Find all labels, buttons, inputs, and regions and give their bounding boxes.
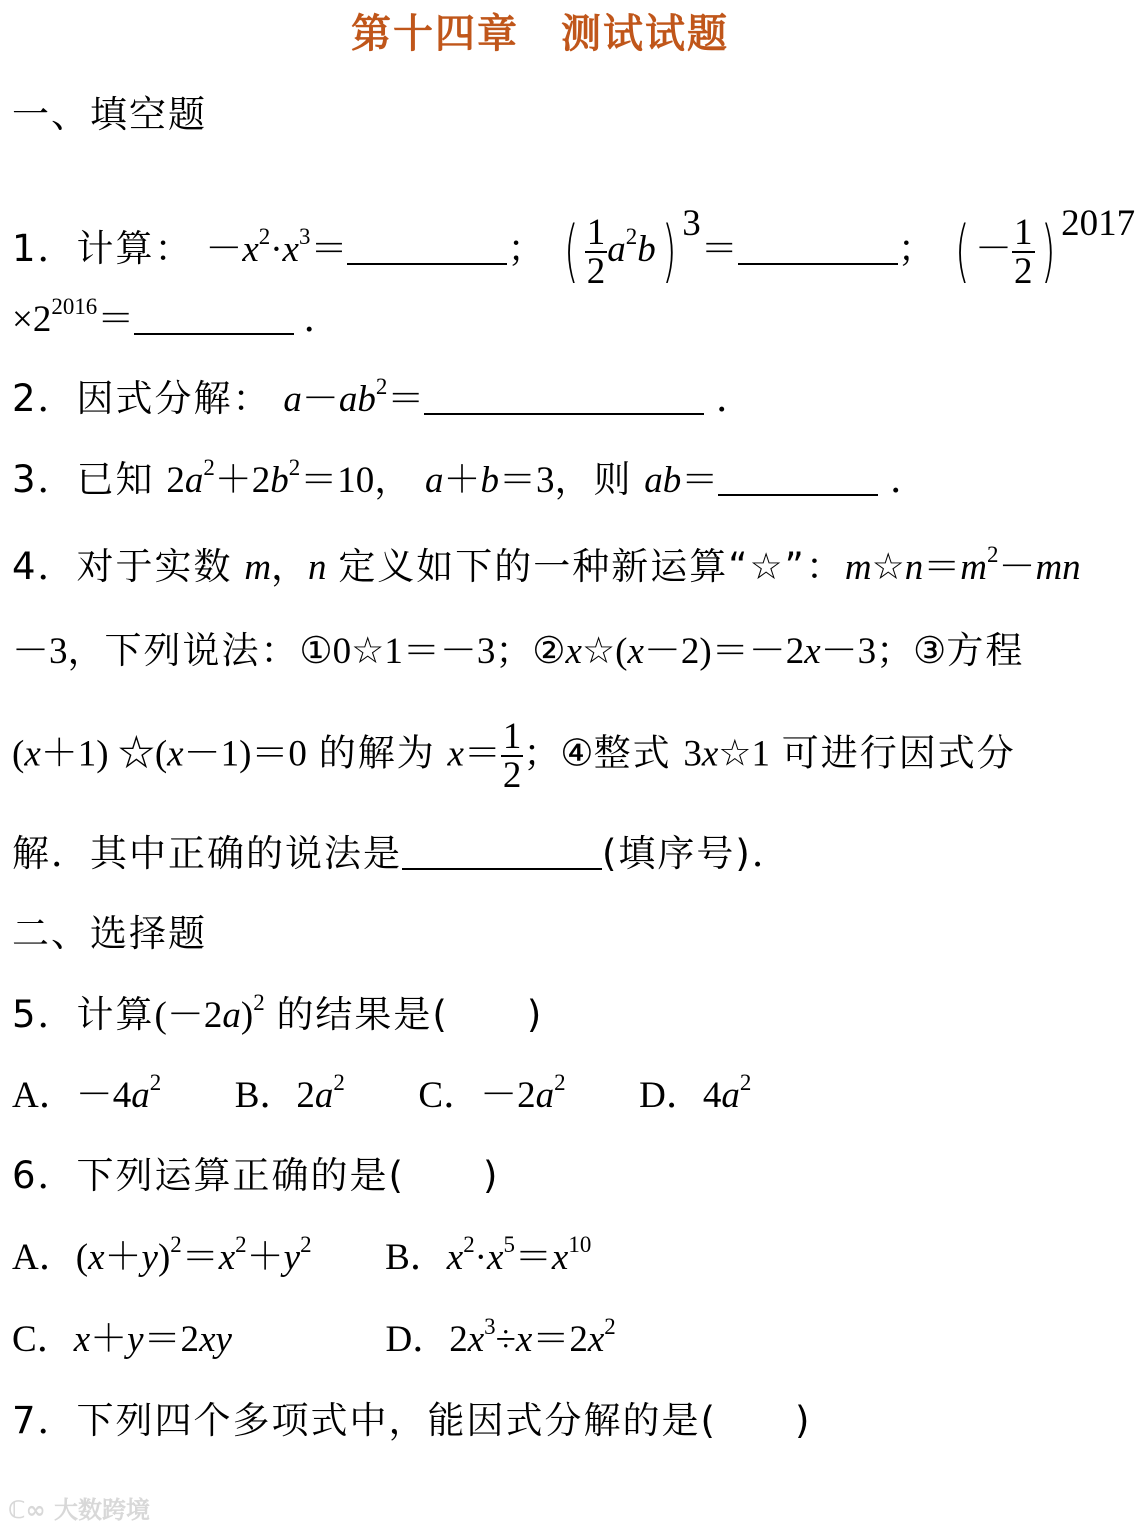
q5-option-a[interactable]: A．$-4a^2$	[12, 1069, 162, 1116]
q6-option-b[interactable]: B．$x^2\cdot x^5=x^{10}$	[385, 1231, 592, 1278]
q1-number: 1．	[12, 227, 77, 270]
q6-option-c[interactable]: C．x＋y＝2xy	[12, 1319, 232, 1360]
question-4-line-2: －3，下列说法：①0☆1＝－3；②x☆(x－2)＝－2x－3；③方程	[12, 629, 1025, 672]
question-5-options	[12, 1069, 752, 1116]
question-6-options-ab	[12, 1231, 592, 1278]
q2-expr: $a-ab^2=$	[283, 373, 425, 420]
question-5: 5．计算$(-2a)^2$ 的结果是( )	[12, 989, 544, 1036]
question-1: 1．计算： $-x^2\cdot x^3=$ ； ( $\frac{1}{2}$ $a^2b$) 3＝ ； ( － $\frac{1}{2}$ ) 2017	[12, 203, 1135, 292]
question-6: 6．下列运算正确的是( )	[12, 1154, 500, 1197]
q1-blank-2[interactable]	[738, 233, 898, 265]
q5-option-d[interactable]: D．$4a^2$	[639, 1069, 752, 1116]
q1-expr-1: $-x^2\cdot x^3=$	[205, 223, 348, 270]
section-fill-blank: 一、填空题	[12, 93, 207, 136]
question-3: 3．已知 $2a^2+2b^2=10$， a＋b＝3，则 ab＝ ．	[12, 454, 930, 501]
q1-blank-1[interactable]	[347, 233, 507, 265]
question-4-line-3: (x＋1) ☆(x－1)＝0 的解为 x＝ $\frac{1}{2}$ ；④整式 3x☆1 可进行因式分	[12, 716, 1016, 796]
q6-option-d[interactable]: D．$2x^3\div x=2x^2$	[385, 1313, 616, 1360]
question-4-line-1: 4．对于实数 m，n 定义如下的一种新运算“☆”：$m☆n=m^2-mn$	[12, 541, 1081, 588]
question-4-line-4: 解．其中正确的说法是 (填序号)．	[12, 832, 791, 875]
q2-blank[interactable]	[424, 383, 704, 415]
watermark-logo: ℂ∞ 大数跨境	[8, 1496, 150, 1524]
q5-option-b[interactable]: B．$2a^2$	[234, 1069, 345, 1116]
q1-label: 计算：	[76, 227, 194, 270]
q3-blank[interactable]	[718, 464, 878, 496]
question-2: 2．因式分解： $a-ab^2=$ ．	[12, 373, 756, 420]
question-7: 7．下列四个多项式中，能因式分解的是( )	[12, 1399, 812, 1442]
q6-option-a[interactable]: A．$(x+y)^2=x^2+y^2$	[12, 1231, 312, 1278]
q1-blank-3[interactable]	[134, 303, 294, 335]
q5-option-c[interactable]: C．$-2a^2$	[418, 1069, 566, 1116]
watermark-icon: ℂ∞	[8, 1496, 54, 1524]
page-title: 第十四章 测试试题	[351, 11, 729, 57]
q4-blank[interactable]	[402, 838, 602, 870]
question-1-cont: $\times 2^{2016}=$ ．	[12, 293, 343, 340]
section-multiple-choice: 二、选择题	[12, 912, 207, 955]
question-6-options-cd	[12, 1313, 616, 1360]
